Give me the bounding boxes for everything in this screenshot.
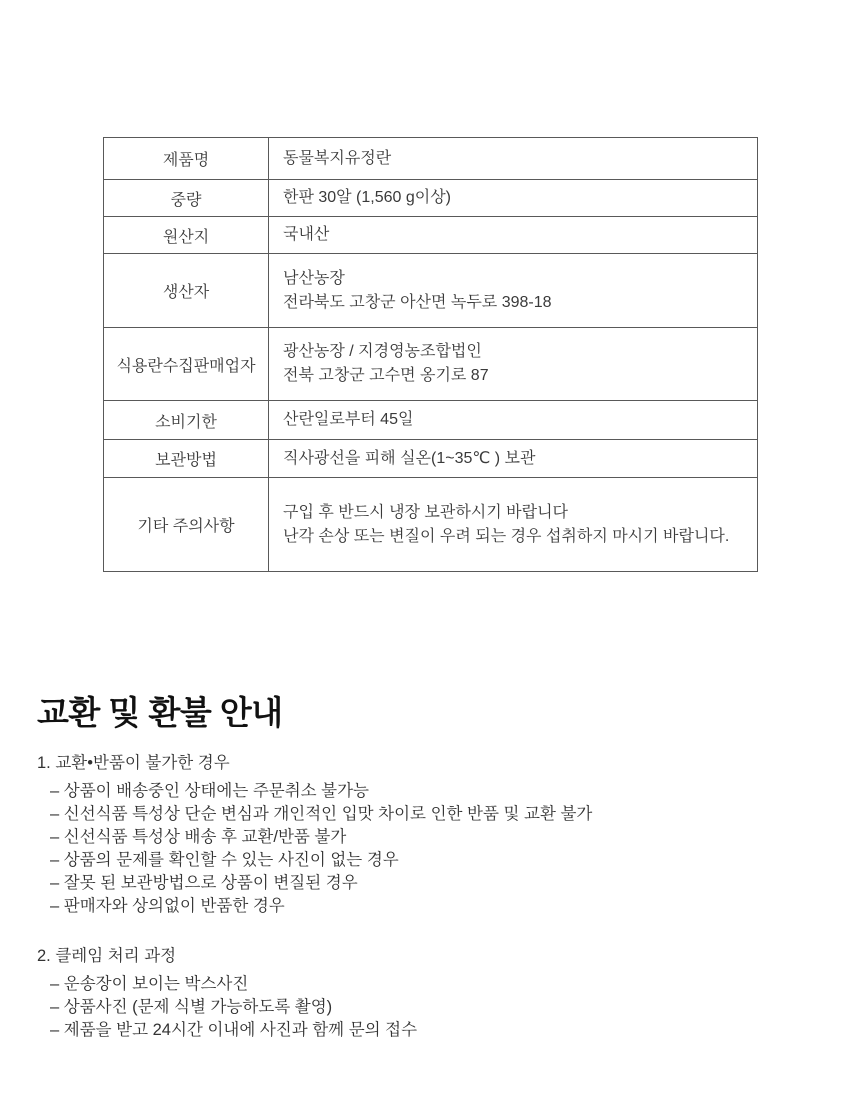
spec-value-line: 광산농장 / 지경영농조합법인 — [283, 343, 482, 360]
spec-value-line: 산란일로부터 45일 — [283, 411, 414, 428]
spec-label: 원산지 — [104, 217, 269, 254]
spec-label: 식용란수집판매업자 — [104, 328, 269, 401]
spec-label: 기타 주의사항 — [104, 478, 269, 572]
spec-value — [269, 254, 758, 328]
policy-item: – 판매자와 상의없이 반품한 경우 — [50, 897, 285, 915]
spec-label: 보관방법 — [104, 440, 269, 478]
policy-item: – 운송장이 보이는 박스사진 — [50, 975, 249, 993]
spec-value-line: 난각 손상 또는 변질이 우려 되는 경우 섭취하지 마시기 바랍니다. — [283, 527, 730, 545]
table-row — [104, 328, 758, 401]
policy-item: – 상품이 배송중인 상태에는 주문취소 불가능 — [50, 782, 369, 800]
policy-item: – 신선식품 특성상 배송 후 교환/반품 불가 — [50, 828, 347, 846]
spec-value-line: 구입 후 반드시 냉장 보관하시기 바랍니다 — [283, 503, 568, 521]
spec-value-line: 남산농장 — [283, 269, 345, 287]
policy-item: – 제품을 받고 24시간 이내에 사진과 함께 문의 접수 — [50, 1021, 418, 1039]
spec-value — [269, 478, 758, 572]
table-row — [104, 138, 758, 180]
spec-value — [269, 138, 758, 180]
table-row — [104, 478, 758, 572]
policy-item: – 상품의 문제를 확인할 수 있는 사진이 없는 경우 — [50, 851, 399, 869]
spec-value — [269, 180, 758, 217]
spec-value-line: 전북 고창군 고수면 옹기로 87 — [283, 367, 489, 384]
policy-list — [37, 780, 827, 918]
spec-label: 제품명 — [104, 138, 269, 180]
product-info-table — [103, 137, 758, 572]
table-row — [104, 254, 758, 328]
policy-item: – 상품사진 (문제 식별 가능하도록 촬영) — [50, 998, 333, 1016]
spec-value-line: 국내산 — [283, 226, 330, 243]
policy-list — [37, 973, 827, 1042]
non-returnable-cases-section — [37, 752, 827, 918]
table-row — [104, 217, 758, 254]
refund-guide — [37, 692, 827, 1042]
table-row — [104, 440, 758, 478]
page-title: 교환 및 환불 안내 — [37, 694, 283, 731]
section-heading: 1. 교환•반품이 불가한 경우 — [37, 754, 230, 772]
spec-value-line: 전라북도 고창군 아산면 녹두로 398-18 — [283, 293, 552, 311]
table-row — [104, 180, 758, 217]
policy-item: – 잘못 된 보관방법으로 상품이 변질된 경우 — [50, 874, 358, 892]
section-heading: 2. 클레임 처리 과정 — [37, 947, 177, 965]
spec-value-line: 한판 30알 (1,560 g이상) — [283, 189, 452, 206]
spec-label: 중량 — [104, 180, 269, 217]
spec-value-line: 직사광선을 피해 실온(1~35℃ ) 보관 — [283, 449, 536, 467]
claim-process-section — [37, 945, 827, 1042]
table-row — [104, 401, 758, 440]
spec-value — [269, 440, 758, 478]
spec-value — [269, 217, 758, 254]
spec-value — [269, 328, 758, 401]
spec-label: 소비기한 — [104, 401, 269, 440]
spec-label: 생산자 — [104, 254, 269, 328]
spec-value-line: 동물복지유정란 — [283, 149, 392, 167]
policy-item: – 신선식품 특성상 단순 변심과 개인적인 입맛 차이로 인한 반품 및 교환 불가 — [50, 805, 593, 823]
spec-value — [269, 401, 758, 440]
